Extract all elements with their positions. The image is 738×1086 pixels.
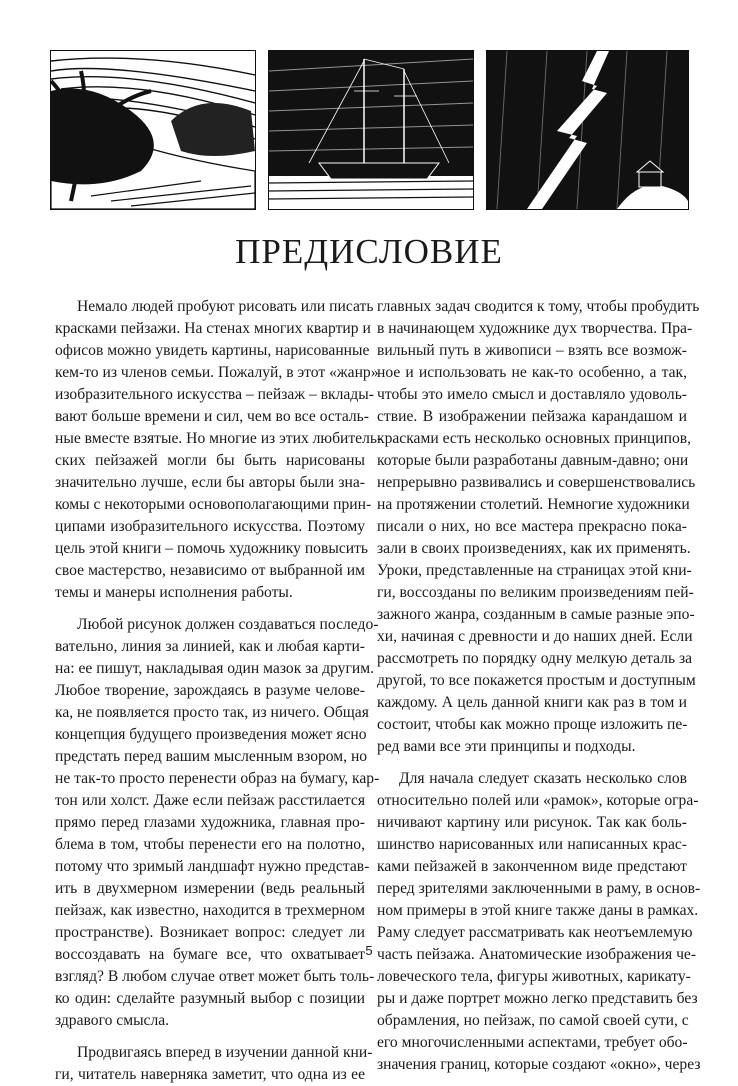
text-line: хи, начиная с древности и до наших дней. Если	[377, 628, 693, 645]
text-line: состоит, чтобы как можно проще изложить пе-	[377, 716, 688, 733]
text-line: значения границ, которые создают «окно», через	[377, 1056, 701, 1073]
text-line: другой, то все покажется простым и доступным	[377, 672, 696, 689]
sailing-ship-illustration	[268, 50, 474, 210]
text-line: Продвигаясь вперед в изучении данной кни-	[77, 1044, 373, 1061]
text-line: обрамления, но пейзаж, по самой своей сути, с	[377, 1012, 689, 1029]
text-line: Раму следует рассматривать как неотъемлемую	[377, 924, 693, 941]
text-line: пейзаж, как известно, находится в трехмерном	[55, 902, 365, 919]
text-line: ном примеры в этой книге также даны в рамках.	[377, 902, 699, 919]
text-line: изобразительного искусства – пейзаж – вклады-	[55, 386, 374, 403]
text-line: перед зрителями заключенными в раму, в основ-	[377, 880, 701, 897]
text-line: ловеческого тела, фигуры животных, карикату-	[377, 968, 691, 985]
text-line: красками пейзажи. На стенах многих квартир и	[55, 320, 371, 337]
text-line: каждому. А цель данной книги как раз в том и	[377, 694, 687, 711]
page-title: ПРЕДИСЛОВИЕ	[235, 232, 503, 271]
paragraph-gap	[377, 758, 687, 768]
windy-landscape-illustration	[50, 50, 256, 210]
text-line: воссоздавать на бумаге все, что охватывает	[55, 946, 365, 963]
text-line: не так-то просто перенести образ на бумагу, кар-	[55, 770, 380, 787]
text-line: темы и манеры исполнения работы.	[55, 584, 293, 601]
paragraph-gap	[55, 604, 365, 614]
text-line: ить в двухмерном измерении (ведь реальный	[55, 880, 365, 897]
text-line: ные вместе взятые. Но многие из этих любитель-	[55, 430, 383, 447]
text-line: ры и даже портрет можно легко представить без	[377, 990, 698, 1007]
text-line: ко один: сделайте разумный выбор с позиции	[55, 990, 365, 1007]
text-line: предстать перед вашим мысленным взором, но	[55, 748, 368, 765]
text-line: тон или холст. Даже если пейзаж расстилается	[55, 792, 365, 809]
text-line: ги, воссозданы по великим произведениям пей-	[377, 584, 694, 601]
text-line: часть пейзажа. Анатомические изображения че-	[377, 946, 697, 963]
text-line: Любое творение, зарождаясь в разуме челове-	[55, 682, 365, 699]
text-line: на: ее пишут, накладывая один мазок за другим.	[55, 660, 374, 677]
text-line: ских пейзажей могли бы быть нарисованы	[55, 452, 365, 469]
text-line: вательно, линия за линией, как и любая карти-	[55, 638, 365, 655]
text-line: офисов можно увидеть картины, нарисованные	[55, 342, 370, 359]
text-line: ред вами все эти принципы и подходы.	[377, 738, 636, 755]
text-line: комы с некоторыми основополагающими прин-	[55, 496, 372, 513]
text-line: ками пейзажей в законченном виде предстают	[377, 858, 687, 875]
text-column-left	[55, 296, 383, 1086]
page-number: 5	[365, 943, 373, 958]
text-line: пространстве). Возникает вопрос: следует ли	[55, 924, 365, 941]
text-line: ципами изобразительного искусства. Поэтому	[55, 518, 365, 535]
text-line: свое мастерство, независимо от выбранной им	[55, 562, 365, 579]
paragraph-gap	[55, 1032, 365, 1042]
text-line: ное и использовать не как-то особенно, а так,	[377, 364, 687, 381]
lightning-storm-illustration	[486, 50, 689, 210]
text-line: главных задач сводится к тому, чтобы пробудить	[377, 298, 700, 315]
text-line: непрерывно развивались и совершенствовались	[377, 474, 696, 491]
text-line: на протяжении столетий. Немногие художники	[377, 496, 690, 513]
text-line: Немало людей пробуют рисовать или писать	[77, 298, 374, 315]
text-line: относительно полей или «рамок», которые огра-	[377, 792, 699, 809]
text-line: цель этой книги – помочь художнику повысить	[55, 540, 369, 557]
text-line: ничивают картину или рисунок. Так как боль-	[377, 814, 687, 831]
text-line: кем-то из членов семьи. Пожалуй, в этот «жанр»	[55, 364, 379, 381]
text-line: ка, не появляется просто так, из ничего. Общая	[55, 704, 369, 721]
text-line: прямо перед глазами художника, главная про-	[55, 814, 365, 831]
text-line: ствие. В изображении пейзажа карандашом и	[377, 408, 687, 425]
text-line: чтобы это имело смысл и доставляло удоволь-	[377, 386, 687, 403]
text-line: потому что зримый ландшафт нужно представ-	[55, 858, 370, 875]
text-line: значительно лучше, если бы авторы были зна-	[55, 474, 365, 491]
text-line: концепция будущего произведения может ясно	[55, 726, 367, 743]
text-line: красками есть несколько основных принципов,	[377, 430, 692, 447]
text-line: в начинающем художнике дух творчества. Пра-	[377, 320, 693, 337]
text-line: вильный путь в живописи – взять все возмож-	[377, 342, 687, 359]
text-line: шинство нарисованных или написанных крас-	[377, 836, 687, 853]
text-line: здравого смысла.	[55, 1012, 170, 1029]
text-line: которые были разработаны давным-давно; они	[377, 452, 689, 469]
text-line: Уроки, представленные на страницах этой кни-	[377, 562, 692, 579]
text-line: писали о них, но все мастера прекрасно пока-	[377, 518, 687, 535]
text-line: взгляд? В любом случае ответ может быть толь-	[55, 968, 375, 985]
text-column-right	[377, 296, 701, 1076]
text-line: его многочисленными аспектами, требует обо-	[377, 1034, 688, 1051]
text-line: блема в том, чтобы перенести его на полотно,	[55, 836, 365, 853]
text-line: рассмотреть по порядку одну мелкую деталь за	[377, 650, 693, 667]
text-line: Любой рисунок должен создаваться последо-	[77, 616, 379, 633]
text-line: зали в своих произведениях, как их применять.	[377, 540, 691, 557]
text-line: ги, читатель наверняка заметит, что одна из ее	[55, 1066, 365, 1083]
text-line: зажного жанра, созданным в самые разные эпо-	[377, 606, 695, 623]
text-line: вают больше времени и сил, чем во все осталь-	[55, 408, 369, 425]
text-line: Для начала следует сказать несколько слов	[399, 770, 687, 787]
